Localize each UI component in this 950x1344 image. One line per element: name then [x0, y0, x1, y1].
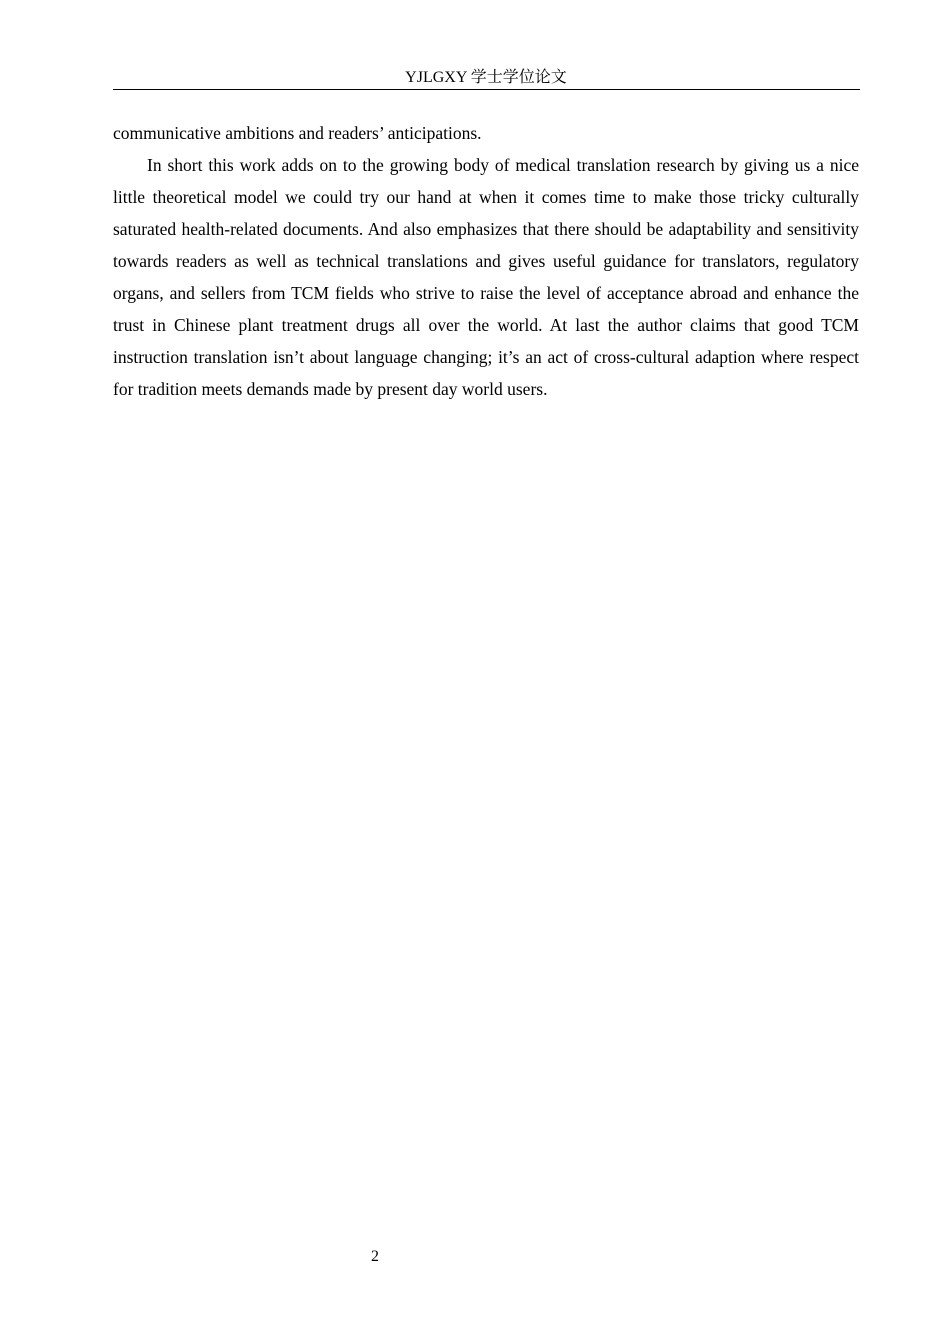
running-header: YJLGXY 学士学位论文: [405, 69, 567, 86]
paragraph-continuation: communicative ambitions and readers’ anticipations.: [113, 123, 482, 143]
paragraph-conclusion: In short this work adds on to the growing body of medical translation research by giving us a nice little theoretical model we could try our hand at when it comes time to make those tricky culturally saturated health-related documents. And also emphasizes that there should be adaptability and sensitivity towards readers as well as technical translations and gives useful guidance for translators, regulatory organs, and sellers from TCM fields who strive to raise the level of acceptance abroad and enhance the trust in Chinese plant treatment drugs all over the world. At last the author claims that good TCM instruction translation isn’t about language changing; it’s an act of cross-cultural adaption where respect for tradition meets demands made by present day world users.: [113, 155, 859, 399]
page-number: 2: [371, 1248, 379, 1265]
header-rule: [113, 89, 860, 90]
page-body: [113, 117, 859, 405]
